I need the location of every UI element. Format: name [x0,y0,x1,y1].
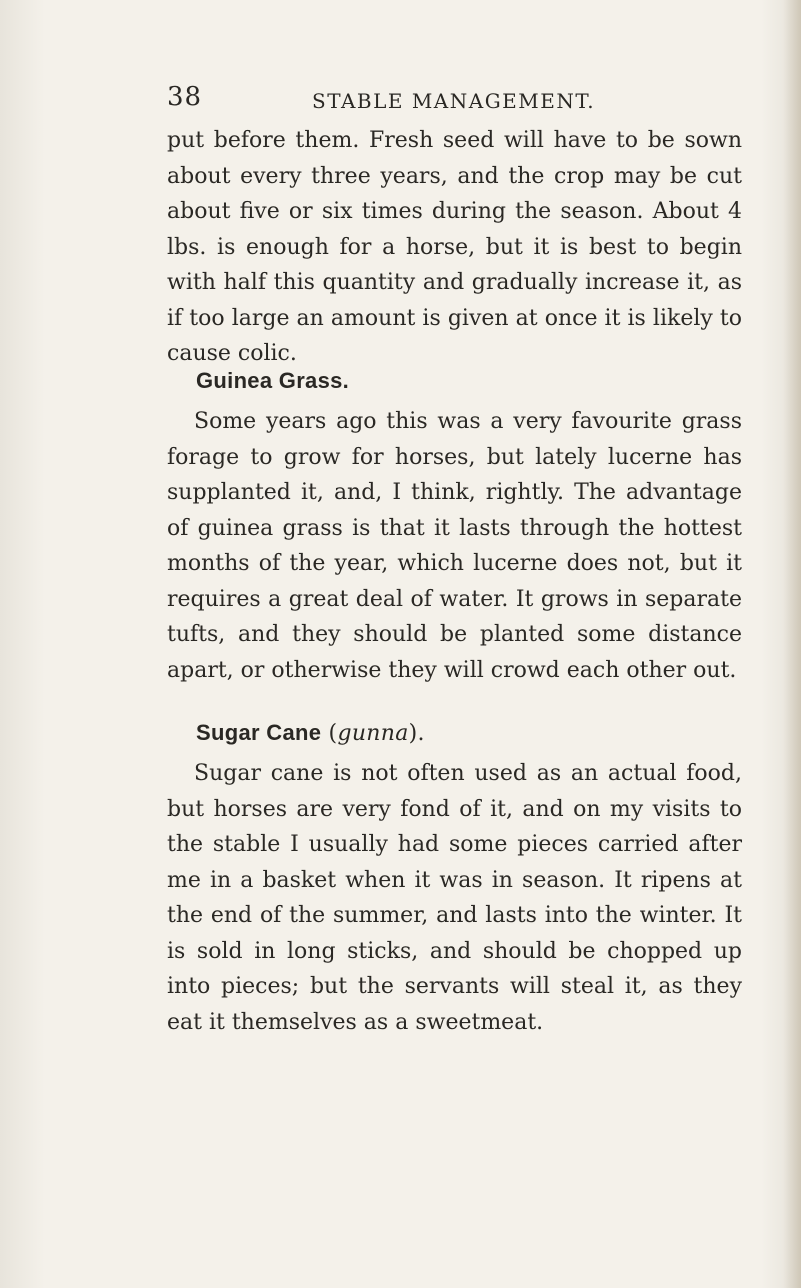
sugar-cane-paragraph: Sugar cane is not often used as an actual food, but horses are very fond of it, and on my visits to the stable I usually had some pieces carried after me in a basket when it was in season. It ripens at the end of the summer, and lasts into the winter. It is sold in long sticks, and should be chopped up into pieces; but the servants will steal it, as they eat it themselves as a sweetmeat. [167,761,742,1035]
guinea-grass-paragraph-block [167,404,742,688]
running-title: STABLE MANAGEMENT. [312,89,596,113]
sugar-cane-heading [196,718,425,749]
intro-paragraph: put before them. Fresh seed will have to be sown about every three years, and the crop may be cut about five or six times during the season. About 4 lbs. is enough for a horse, but it is best to begin with half this quantity and gradually increase it, as if too large an amount is given at once it is likely to cause colic. [167,128,742,366]
guinea-grass-paragraph: Some years ago this was a very favourite grass forage to grow for horses, but lately lucerne has supplanted it, and, I think, rightly. The advantage of guinea grass is that it lasts through the hottest months of the year, which lucerne does not, but it requires a great deal of water. It grows in separate tufts, and they should be planted some distance apart, or otherwise they will crowd each other out. [167,409,742,683]
sugar-cane-paren-open: ( [321,721,338,746]
sugar-cane-heading-text: Sugar Cane [196,720,322,745]
page-number: 38 [167,82,203,112]
sugar-cane-paren-close: ). [408,721,425,746]
guinea-grass-heading-text: Guinea Grass. [196,368,350,393]
sugar-cane-native-name: gunna [337,721,409,746]
running-header [0,77,801,117]
intro-paragraph-block [167,123,742,372]
page-edge-shadow [783,0,801,1288]
guinea-grass-heading [196,366,349,396]
sugar-cane-paragraph-block [167,756,742,1040]
